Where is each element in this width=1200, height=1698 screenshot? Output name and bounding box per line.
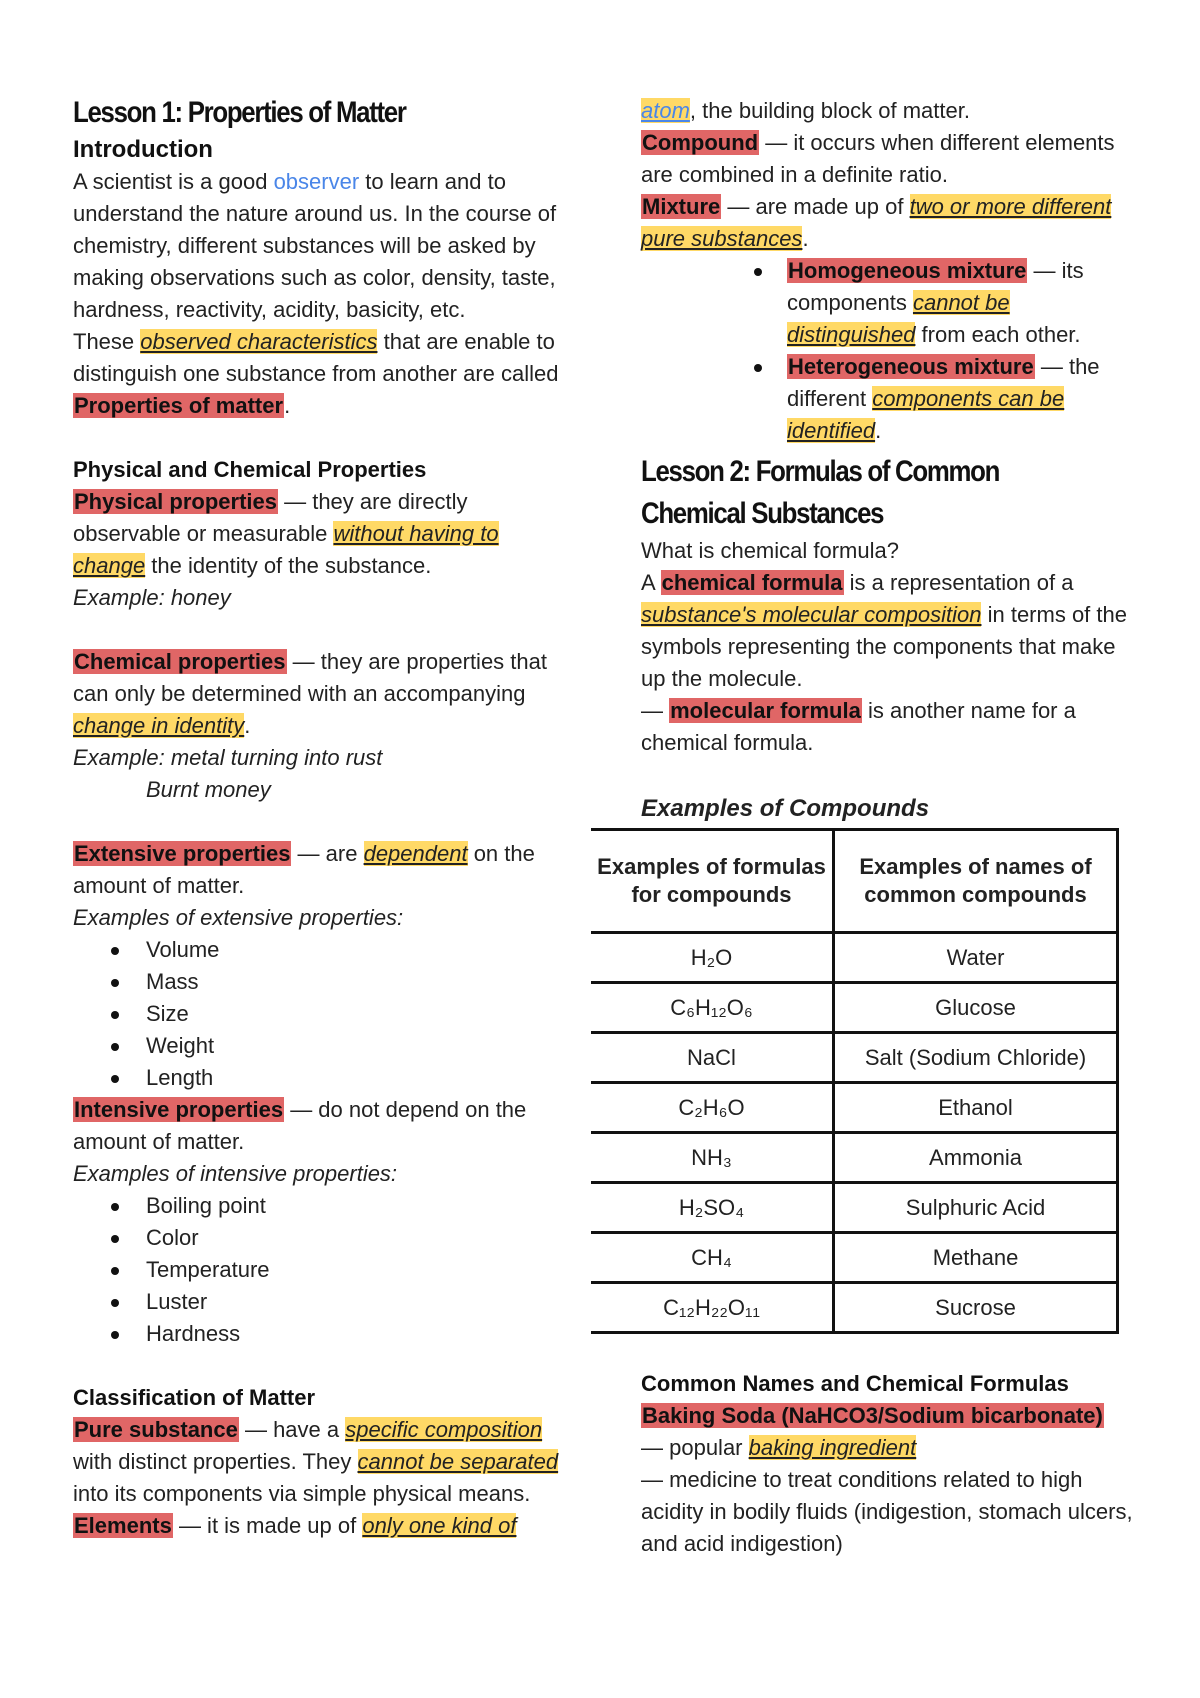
list-item xyxy=(641,351,1141,447)
atom-line xyxy=(641,95,1141,127)
intensive-properties-def xyxy=(73,1094,573,1158)
def-text: — do not depend on the amount of matter. xyxy=(73,1097,527,1154)
compounds-table xyxy=(591,828,1119,1334)
name-cell: Water xyxy=(834,933,1118,983)
physical-example: Example: honey xyxy=(73,585,231,610)
observed-characteristics-highlight: observed characteristics xyxy=(140,329,378,354)
def-text: — are made up of xyxy=(721,194,910,219)
right-column xyxy=(641,95,1141,759)
cannot-be-separated-highlight: cannot be separated xyxy=(357,1449,559,1474)
formula-cell: CH₄ xyxy=(591,1233,834,1283)
name-cell: Salt (Sodium Chloride) xyxy=(834,1033,1118,1083)
compound-term: Compound xyxy=(642,130,759,155)
intro-text: These xyxy=(73,329,141,354)
pure-substance-term: Pure substance xyxy=(74,1417,238,1442)
table-row xyxy=(591,1183,1118,1233)
table-row xyxy=(591,1283,1118,1333)
header-name: Examples of names of common compounds xyxy=(834,830,1118,933)
def-text: from each other. xyxy=(915,322,1081,347)
def-text: — its components xyxy=(787,258,1084,315)
cannot-be-distinguished-highlight: cannot be distinguished xyxy=(787,290,1010,347)
compound-def xyxy=(641,127,1141,191)
intensive-examples-label: Examples of intensive properties: xyxy=(73,1161,398,1186)
formula-cell: H₂O xyxy=(591,933,834,983)
left-column xyxy=(73,92,573,1542)
def-text: with distinct properties. They xyxy=(73,1449,358,1474)
def-text: — xyxy=(641,698,670,723)
table-header-row xyxy=(591,830,1118,933)
list-item: Size xyxy=(73,998,573,1030)
chemical-formula-def xyxy=(641,567,1141,695)
list-item: Color xyxy=(73,1222,573,1254)
table-row xyxy=(591,933,1118,983)
list-item xyxy=(641,255,1141,351)
properties-paragraph xyxy=(73,326,573,422)
physical-properties-def xyxy=(73,486,573,582)
table-row xyxy=(591,1233,1118,1283)
def-text: on the amount of matter. xyxy=(73,841,535,898)
def-text: — the different xyxy=(787,354,1100,411)
def-text: into its components via simple physical means. xyxy=(73,1481,531,1506)
formula-cell: NH₃ xyxy=(591,1133,834,1183)
name-cell: Ammonia xyxy=(834,1133,1118,1183)
def-text: . xyxy=(875,418,882,443)
lesson-2-title-line1: Lesson 2: Formulas of Common xyxy=(641,455,1000,488)
chemical-example-1: Example: metal turning into rust xyxy=(73,745,383,770)
formula-cell: C₆H₁₂O₆ xyxy=(591,983,834,1033)
table-row xyxy=(591,1033,1118,1083)
def-text: — they are properties that can only be determined with an accompanying xyxy=(73,649,547,706)
def-text: — it occurs when different elements are combined in a definite ratio. xyxy=(641,130,1115,187)
homogeneous-term: Homogeneous mixture xyxy=(788,258,1027,283)
introduction-heading: Introduction xyxy=(73,136,213,163)
intro-paragraph xyxy=(73,166,573,326)
intensive-list xyxy=(73,1190,573,1350)
molecular-formula-term: molecular formula xyxy=(670,698,861,723)
examples-title: Examples of Compounds xyxy=(641,795,930,822)
name-cell: Sucrose xyxy=(834,1283,1118,1333)
without-having-to-change-highlight: without having to change xyxy=(73,521,499,578)
mixture-def xyxy=(641,191,1141,255)
list-item: Weight xyxy=(73,1030,573,1062)
physical-chemical-heading: Physical and Chemical Properties xyxy=(73,457,427,482)
properties-of-matter-term: Properties of matter xyxy=(74,393,284,418)
header-formula: Examples of formulas for compounds xyxy=(591,830,834,933)
chemical-example-2: Burnt money xyxy=(146,777,271,802)
name-cell: Methane xyxy=(834,1233,1118,1283)
list-item: Hardness xyxy=(73,1318,573,1350)
list-item: Boiling point xyxy=(73,1190,573,1222)
def-text: , the building block of matter. xyxy=(689,98,970,123)
name-cell: Glucose xyxy=(834,983,1118,1033)
def-text: — have a xyxy=(238,1417,346,1442)
physical-properties-term: Physical properties xyxy=(74,489,277,514)
extensive-examples-label: Examples of extensive properties: xyxy=(73,905,404,930)
lesson-1-title: Lesson 1: Properties of Matter xyxy=(73,96,406,129)
formula-cell: NaCl xyxy=(591,1033,834,1083)
molecular-composition-highlight: substance's molecular composition xyxy=(641,602,982,627)
extensive-list xyxy=(73,934,573,1094)
table-row xyxy=(591,1083,1118,1133)
intro-text: that are enable to distinguish one substance from another are called xyxy=(73,329,559,386)
table-row xyxy=(591,983,1118,1033)
def-text: — are xyxy=(291,841,364,866)
def-text: A xyxy=(641,570,661,595)
chemical-properties-def xyxy=(73,646,573,742)
table-row xyxy=(591,1133,1118,1183)
observer-term: observer xyxy=(273,169,360,194)
two-or-more-highlight: two or more different pure substances xyxy=(641,194,1112,251)
atom-highlight: atom xyxy=(641,98,690,123)
list-item: Temperature xyxy=(73,1254,573,1286)
baking-ingredient-highlight: baking ingredient xyxy=(748,1435,917,1460)
name-cell: Ethanol xyxy=(834,1083,1118,1133)
common-names-heading: Common Names and Chemical Formulas xyxy=(641,1371,1069,1396)
mixture-types-list xyxy=(641,255,1141,447)
def-text: — it is made up of xyxy=(172,1513,363,1538)
def-text: — they are directly observable or measurable xyxy=(73,489,468,546)
mixture-term: Mixture xyxy=(642,194,721,219)
elements-term: Elements xyxy=(74,1513,172,1538)
elements-def xyxy=(73,1510,573,1542)
def-text: is another name for a chemical formula. xyxy=(641,698,1076,755)
intro-text: . xyxy=(284,393,291,418)
def-text: — popular xyxy=(641,1435,749,1460)
specific-composition-highlight: specific composition xyxy=(345,1417,543,1442)
list-item: Luster xyxy=(73,1286,573,1318)
name-cell: Sulphuric Acid xyxy=(834,1183,1118,1233)
molecular-formula-def xyxy=(641,695,1141,759)
extensive-properties-term: Extensive properties xyxy=(74,841,291,866)
formula-cell: C₁₂H₂₂O₁₁ xyxy=(591,1283,834,1333)
formula-cell: C₂H₆O xyxy=(591,1083,834,1133)
list-item: Length xyxy=(73,1062,573,1094)
pure-substance-def xyxy=(73,1414,573,1510)
lesson-2-title-line2: Chemical Substances xyxy=(641,497,884,530)
chemical-formula-term: chemical formula xyxy=(661,570,843,595)
baking-soda-use-2: — medicine to treat conditions related to high acidity in bodily fluids (indigestion, stomach ulcers, and acid indigestion) xyxy=(641,1467,1133,1556)
classification-heading: Classification of Matter xyxy=(73,1385,316,1410)
components-can-be-identified-highlight: components can be identified xyxy=(787,386,1065,443)
only-one-kind-highlight: only one kind of xyxy=(362,1513,517,1538)
list-item: Mass xyxy=(73,966,573,998)
def-text: . xyxy=(244,713,251,738)
baking-soda-use-1 xyxy=(641,1432,1141,1464)
dependent-highlight: dependent xyxy=(363,841,468,866)
baking-soda-term: Baking Soda (NaHCO3/Sodium bicarbonate) xyxy=(642,1403,1103,1428)
intro-text: to learn and to understand the nature around us. In the course of chemistry, different substances will be asked by making observations such as color, density, taste, hardness, reactivity, acidity, basicity, etc. xyxy=(73,169,557,322)
chemical-properties-term: Chemical properties xyxy=(74,649,286,674)
heterogeneous-term: Heterogeneous mixture xyxy=(788,354,1034,379)
def-text: . xyxy=(802,226,809,251)
change-in-identity-highlight: change in identity xyxy=(73,713,245,738)
intro-text: A scientist is a good xyxy=(73,169,274,194)
def-text: is a representation of a xyxy=(843,570,1074,595)
question: What is chemical formula? xyxy=(641,538,899,563)
formula-cell: H₂SO₄ xyxy=(591,1183,834,1233)
list-item: Volume xyxy=(73,934,573,966)
common-names-section xyxy=(641,1368,1141,1560)
extensive-properties-def xyxy=(73,838,573,902)
baking-soda-term-line xyxy=(641,1400,1141,1432)
intensive-properties-term: Intensive properties xyxy=(74,1097,284,1122)
def-text: in terms of the symbols representing the components that make up the molecule. xyxy=(641,602,1127,691)
def-text: the identity of the substance. xyxy=(145,553,432,578)
